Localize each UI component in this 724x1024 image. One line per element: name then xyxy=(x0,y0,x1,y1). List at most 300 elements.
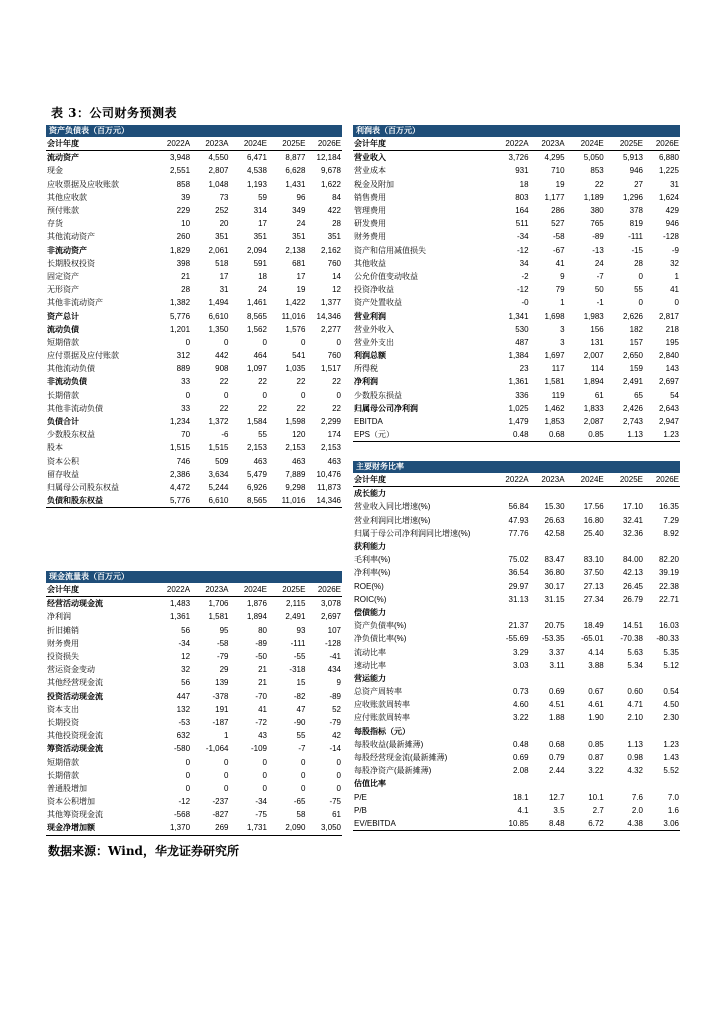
row-label: P/B xyxy=(354,805,367,815)
value-cell: 1,382 xyxy=(170,298,191,308)
value-cell: 15.30 xyxy=(544,502,565,512)
table-row xyxy=(353,178,680,191)
value-cell: 23 xyxy=(519,364,529,374)
value-cell: 4.38 xyxy=(605,817,644,831)
row-label: 营业外收入 xyxy=(354,324,394,334)
value-cell: 1,225 xyxy=(658,166,679,176)
value-cell: 61 xyxy=(594,390,604,400)
value-cell: 42.58 xyxy=(544,528,565,538)
value-cell xyxy=(605,777,644,790)
row-label: 财务费用 xyxy=(47,638,79,648)
table-row xyxy=(46,455,342,468)
row-label: 营业收入同比增速(%) xyxy=(354,502,431,512)
value-cell: 12,184 xyxy=(316,153,341,163)
value-cell: 22 xyxy=(219,403,229,413)
value-cell: 132 xyxy=(176,704,191,714)
table-row xyxy=(46,676,342,689)
table-row xyxy=(46,494,342,508)
row-label: 存货 xyxy=(47,219,63,229)
row-label: 销售费用 xyxy=(354,192,386,202)
value-cell: 174 xyxy=(327,430,341,440)
table-row xyxy=(46,283,342,296)
year-header-label: 会计年度 xyxy=(46,137,153,151)
value-cell: 5,913 xyxy=(622,153,643,163)
value-cell: 1,584 xyxy=(246,417,267,427)
value-cell: 22 xyxy=(594,179,604,189)
year-header-row xyxy=(46,583,342,597)
value-cell: 31 xyxy=(219,285,229,295)
value-cell xyxy=(530,777,566,790)
row-label: EBITDA xyxy=(354,417,383,427)
row-label: 净利润 xyxy=(47,612,71,622)
value-cell: 41 xyxy=(555,258,565,268)
row-label: 其他应收款 xyxy=(47,192,87,202)
value-cell: 0 xyxy=(224,337,229,347)
value-cell: 32 xyxy=(670,258,679,268)
value-cell: -12 xyxy=(517,285,529,295)
value-cell: 117 xyxy=(551,364,565,374)
value-cell: 8,565 xyxy=(246,311,267,321)
income-statement-header: 利润表（百万元） xyxy=(353,125,680,137)
table-row xyxy=(46,742,342,755)
value-cell xyxy=(530,672,566,685)
value-cell: -80.33 xyxy=(656,634,679,644)
value-cell: 819 xyxy=(629,219,643,229)
table-row xyxy=(46,151,342,165)
data-source-note: 数据来源：Wind，华龙证券研究所 xyxy=(48,844,239,858)
table-row xyxy=(353,323,680,336)
value-cell: 1,829 xyxy=(170,245,191,255)
table-row xyxy=(353,685,680,698)
row-label: EPS（元） xyxy=(353,428,490,442)
value-cell: 10,476 xyxy=(316,469,341,479)
value-cell: -6 xyxy=(221,430,229,440)
value-cell: 1,706 xyxy=(208,599,229,609)
value-cell: 31.13 xyxy=(508,594,529,604)
value-cell: 37.50 xyxy=(583,568,604,578)
value-cell: 39 xyxy=(181,192,191,202)
value-cell: 5.52 xyxy=(663,766,679,776)
value-cell: 0 xyxy=(336,770,341,780)
row-label: 投资活动现金流 xyxy=(47,691,103,701)
value-cell: -34 xyxy=(178,638,191,648)
value-cell: -111 xyxy=(290,638,306,648)
value-cell: 39.19 xyxy=(658,568,679,578)
value-cell xyxy=(530,725,566,738)
value-cell: 422 xyxy=(327,206,341,216)
value-cell: 4.71 xyxy=(627,700,643,710)
row-label: 获利能力 xyxy=(354,542,386,552)
value-cell: 1,698 xyxy=(544,311,565,321)
value-cell: 22.71 xyxy=(658,594,679,604)
value-cell xyxy=(566,672,605,685)
value-cell: 156 xyxy=(590,324,604,334)
value-cell: -0 xyxy=(521,298,529,308)
value-cell: 1,576 xyxy=(285,324,306,334)
value-cell xyxy=(490,606,529,619)
table-row xyxy=(353,230,680,243)
year-header-label: 会计年度 xyxy=(353,473,490,487)
value-cell: 218 xyxy=(665,324,679,334)
value-cell: 1,341 xyxy=(508,311,529,321)
year-header-cell: 2023A xyxy=(191,583,229,597)
table-row xyxy=(46,309,342,322)
value-cell: 3.5 xyxy=(553,805,565,815)
value-cell: -89 xyxy=(592,232,604,242)
row-label: 资产负债率(%) xyxy=(354,621,407,631)
value-cell: 447 xyxy=(176,691,191,701)
value-cell: 429 xyxy=(665,206,679,216)
value-cell: 1,048 xyxy=(208,179,229,189)
table-row xyxy=(353,606,680,619)
year-header-cell: 2026E xyxy=(644,473,680,487)
table-row xyxy=(46,415,342,428)
value-cell: -89 xyxy=(255,638,267,648)
value-cell: 93 xyxy=(296,625,306,635)
row-label: 长期投资 xyxy=(47,717,79,727)
table-row xyxy=(46,349,342,362)
table-row xyxy=(46,481,342,494)
value-cell: 527 xyxy=(551,219,565,229)
value-cell: 3.37 xyxy=(548,647,565,657)
value-cell: 1,350 xyxy=(208,324,229,334)
row-label: 经营活动现金流 xyxy=(47,599,103,609)
value-cell: 463 xyxy=(292,456,306,466)
row-label: 研发费用 xyxy=(354,219,386,229)
value-cell: -65 xyxy=(293,797,306,807)
value-cell: 0.69 xyxy=(548,687,565,697)
row-label: 应收账款周转率 xyxy=(354,700,410,710)
value-cell: 931 xyxy=(515,166,529,176)
value-cell: 3,050 xyxy=(306,821,342,835)
value-cell: 17.10 xyxy=(622,502,643,512)
value-cell: 1 xyxy=(560,298,565,308)
value-cell: -1 xyxy=(596,298,604,308)
table-row xyxy=(353,375,680,388)
value-cell: 710 xyxy=(551,166,565,176)
row-label: 长期股权投资 xyxy=(47,258,95,268)
table-row xyxy=(46,597,342,611)
value-cell: 351 xyxy=(215,232,229,242)
value-cell: 8.48 xyxy=(530,817,566,831)
year-header-cell: 2022A xyxy=(490,473,529,487)
value-cell: -34 xyxy=(517,232,529,242)
value-cell: 22 xyxy=(296,403,306,413)
value-cell: 55 xyxy=(258,430,267,440)
value-cell: 26.45 xyxy=(622,581,643,591)
table-row xyxy=(46,650,342,663)
table-row xyxy=(46,362,342,375)
cash-flow-panel xyxy=(46,571,342,836)
value-cell: 24 xyxy=(296,219,306,229)
year-header-cell: 2024E xyxy=(566,137,605,151)
value-cell: -7 xyxy=(298,744,306,754)
value-cell: 1,097 xyxy=(246,364,267,374)
value-cell: 29.97 xyxy=(508,581,529,591)
table-row xyxy=(353,672,680,685)
value-cell: 77.76 xyxy=(508,528,529,538)
value-cell xyxy=(644,725,680,738)
table-row xyxy=(46,244,342,257)
financial-ratios-header: 主要财务比率 xyxy=(353,461,680,473)
value-cell: 398 xyxy=(176,258,191,268)
value-cell: 1.23 xyxy=(663,739,679,749)
value-cell xyxy=(644,540,680,553)
row-label: 负债合计 xyxy=(47,417,79,427)
table-row xyxy=(46,663,342,676)
year-header-cell: 2026E xyxy=(644,137,680,151)
table-row xyxy=(46,821,342,835)
value-cell: -90 xyxy=(293,717,306,727)
value-cell: -89 xyxy=(329,691,341,701)
value-cell: 0 xyxy=(224,770,229,780)
value-cell: 464 xyxy=(253,351,267,361)
value-cell: 143 xyxy=(665,364,679,374)
value-cell: 22 xyxy=(258,403,267,413)
row-label: 税金及附加 xyxy=(354,179,394,189)
table-row xyxy=(353,593,680,606)
row-label: ROE(%) xyxy=(354,581,384,591)
row-label: 速动比率 xyxy=(354,660,386,670)
table-row xyxy=(353,487,680,501)
cash-flow-header: 现金流量表（百万元） xyxy=(46,571,342,583)
value-cell: 591 xyxy=(253,258,267,268)
value-cell: 803 xyxy=(515,192,529,202)
value-cell: 2.7 xyxy=(592,805,604,815)
value-cell: 20 xyxy=(219,219,229,229)
value-cell: 27.13 xyxy=(583,581,604,591)
year-header-cell: 2023A xyxy=(191,137,229,151)
value-cell: 50 xyxy=(594,285,604,295)
row-label: 其他筹资现金流 xyxy=(47,810,103,820)
value-cell: 3,726 xyxy=(508,153,529,163)
value-cell: 21 xyxy=(258,678,267,688)
value-cell: 114 xyxy=(591,364,604,374)
value-cell xyxy=(530,606,566,619)
table-row xyxy=(353,738,680,751)
value-cell: 0.68 xyxy=(548,739,565,749)
value-cell: 0 xyxy=(300,770,306,780)
row-label: 无形资产 xyxy=(47,285,79,295)
value-cell: 75.02 xyxy=(508,555,529,565)
value-cell: 4,550 xyxy=(208,153,229,163)
value-cell: 2,697 xyxy=(320,612,341,622)
table-row xyxy=(46,690,342,703)
value-cell: 1,431 xyxy=(285,179,306,189)
value-cell: 2,138 xyxy=(285,245,306,255)
value-cell: 159 xyxy=(629,364,643,374)
value-cell: 1,035 xyxy=(285,364,306,374)
value-cell: 8,565 xyxy=(230,494,268,508)
table-row xyxy=(353,164,680,177)
value-cell: 0.48 xyxy=(490,428,529,442)
value-cell: 2,840 xyxy=(658,351,679,361)
table-row xyxy=(46,468,342,481)
year-header-cell: 2026E xyxy=(306,137,342,151)
value-cell: 1.13 xyxy=(627,739,643,749)
table-row xyxy=(353,296,680,309)
value-cell xyxy=(490,487,529,501)
value-cell: -187 xyxy=(212,717,229,727)
value-cell: 5,050 xyxy=(583,153,604,163)
value-cell: 55 xyxy=(296,731,306,741)
value-cell: 5.12 xyxy=(663,660,679,670)
balance-sheet-panel xyxy=(46,125,342,508)
value-cell: 2.30 xyxy=(663,713,679,723)
value-cell: 1,833 xyxy=(583,403,604,413)
value-cell: 0.60 xyxy=(627,687,643,697)
value-cell: 12 xyxy=(181,652,191,662)
value-cell: -53 xyxy=(178,717,191,727)
table-row xyxy=(353,428,680,442)
value-cell: 26.63 xyxy=(544,515,565,525)
table-row xyxy=(46,428,342,441)
value-cell: 21 xyxy=(181,271,191,281)
value-cell: -109 xyxy=(250,744,267,754)
value-cell: -79 xyxy=(216,652,229,662)
row-label: 归属母公司净利润 xyxy=(354,403,418,413)
row-label: 归属母公司股东权益 xyxy=(47,482,119,492)
value-cell: 541 xyxy=(292,351,306,361)
row-label: 资产和信用减值损失 xyxy=(354,245,426,255)
value-cell: 1,372 xyxy=(208,417,229,427)
year-header-cell: 2022A xyxy=(490,137,529,151)
value-cell: 56.84 xyxy=(508,502,529,512)
value-cell: 33 xyxy=(181,403,191,413)
table-row xyxy=(353,553,680,566)
table-row xyxy=(353,804,680,817)
value-cell: 22 xyxy=(219,377,229,387)
table-row xyxy=(353,645,680,658)
value-cell: 0.98 xyxy=(627,753,643,763)
table-row xyxy=(46,296,342,309)
value-cell: 20.75 xyxy=(544,621,565,631)
value-cell xyxy=(490,672,529,685)
year-header-row xyxy=(353,473,680,487)
value-cell: 32 xyxy=(181,665,191,675)
table-row xyxy=(46,637,342,650)
value-cell: 0.73 xyxy=(512,687,529,697)
value-cell xyxy=(566,777,605,790)
value-cell: 3 xyxy=(560,324,565,334)
value-cell: 1,494 xyxy=(208,298,229,308)
value-cell: 1,234 xyxy=(170,417,191,427)
value-cell: 1,377 xyxy=(320,298,341,308)
value-cell: 3,948 xyxy=(170,153,191,163)
value-cell: -55 xyxy=(293,652,306,662)
value-cell xyxy=(644,777,680,790)
value-cell: 55 xyxy=(634,285,643,295)
row-label: 短期借款 xyxy=(47,337,79,347)
value-cell: 54 xyxy=(670,390,679,400)
value-cell: 252 xyxy=(215,206,229,216)
row-label: 其他流动负债 xyxy=(47,364,95,374)
table-row xyxy=(353,619,680,632)
value-cell: -827 xyxy=(212,810,229,820)
value-cell: -75 xyxy=(255,810,267,820)
value-cell: -58 xyxy=(216,638,229,648)
value-cell: 7.29 xyxy=(663,515,679,525)
value-cell: 1.88 xyxy=(548,713,565,723)
value-cell: 2.44 xyxy=(548,766,565,776)
year-header-cell: 2023A xyxy=(530,137,566,151)
balance-table xyxy=(46,137,342,508)
table-row xyxy=(353,191,680,204)
value-cell: 2,007 xyxy=(583,351,604,361)
year-header-row xyxy=(353,137,680,151)
value-cell: 41 xyxy=(670,285,679,295)
value-cell: 3.22 xyxy=(588,766,604,776)
value-cell: 15 xyxy=(296,678,306,688)
value-cell: 2.0 xyxy=(631,805,643,815)
table-row xyxy=(46,795,342,808)
value-cell: 312 xyxy=(176,351,191,361)
value-cell: 1,894 xyxy=(246,612,267,622)
value-cell: 4.32 xyxy=(627,766,643,776)
table-row xyxy=(353,659,680,672)
value-cell: 10.1 xyxy=(588,792,604,802)
table-row xyxy=(353,309,680,322)
row-label: 资本支出 xyxy=(47,704,79,714)
table-row xyxy=(353,283,680,296)
value-cell: 0 xyxy=(185,337,191,347)
value-cell xyxy=(605,606,644,619)
value-cell: 6,610 xyxy=(191,494,229,508)
value-cell: 260 xyxy=(176,232,191,242)
value-cell: 746 xyxy=(176,456,191,466)
year-header-label: 会计年度 xyxy=(46,583,153,597)
value-cell: 1,581 xyxy=(544,377,565,387)
table-row xyxy=(353,244,680,257)
value-cell: 32.41 xyxy=(622,515,643,525)
value-cell: 5.35 xyxy=(663,647,679,657)
value-cell: -13 xyxy=(592,245,604,255)
value-cell xyxy=(605,672,644,685)
value-cell: 1.23 xyxy=(644,428,680,442)
row-label: 流动资产 xyxy=(47,153,79,163)
value-cell: 2,643 xyxy=(658,403,679,413)
value-cell: 487 xyxy=(515,337,529,347)
row-label: P/E xyxy=(354,792,367,802)
value-cell: 1,515 xyxy=(170,443,191,453)
value-cell: 28 xyxy=(332,219,341,229)
value-cell: 95 xyxy=(219,625,229,635)
value-cell: 43 xyxy=(258,731,267,741)
value-cell xyxy=(605,540,644,553)
table-row xyxy=(46,624,342,637)
value-cell: 1,624 xyxy=(658,192,679,202)
value-cell: 6,610 xyxy=(208,311,229,321)
value-cell: 84.00 xyxy=(622,555,643,565)
value-cell xyxy=(605,487,644,501)
value-cell: 269 xyxy=(191,821,229,835)
value-cell xyxy=(530,487,566,501)
value-cell: 25.40 xyxy=(583,528,604,538)
value-cell: 0 xyxy=(300,757,306,767)
value-cell: 765 xyxy=(590,219,604,229)
value-cell: 24 xyxy=(258,285,267,295)
value-cell: 2.10 xyxy=(627,713,643,723)
row-label: 流动比率 xyxy=(354,647,386,657)
table-row xyxy=(46,610,342,623)
value-cell: 2,087 xyxy=(583,417,604,427)
value-cell: 2,426 xyxy=(622,403,643,413)
table-row xyxy=(46,323,342,336)
row-label: 资本公积 xyxy=(47,456,79,466)
table-row xyxy=(46,729,342,742)
value-cell: 17 xyxy=(219,271,229,281)
value-cell: 19 xyxy=(555,179,565,189)
